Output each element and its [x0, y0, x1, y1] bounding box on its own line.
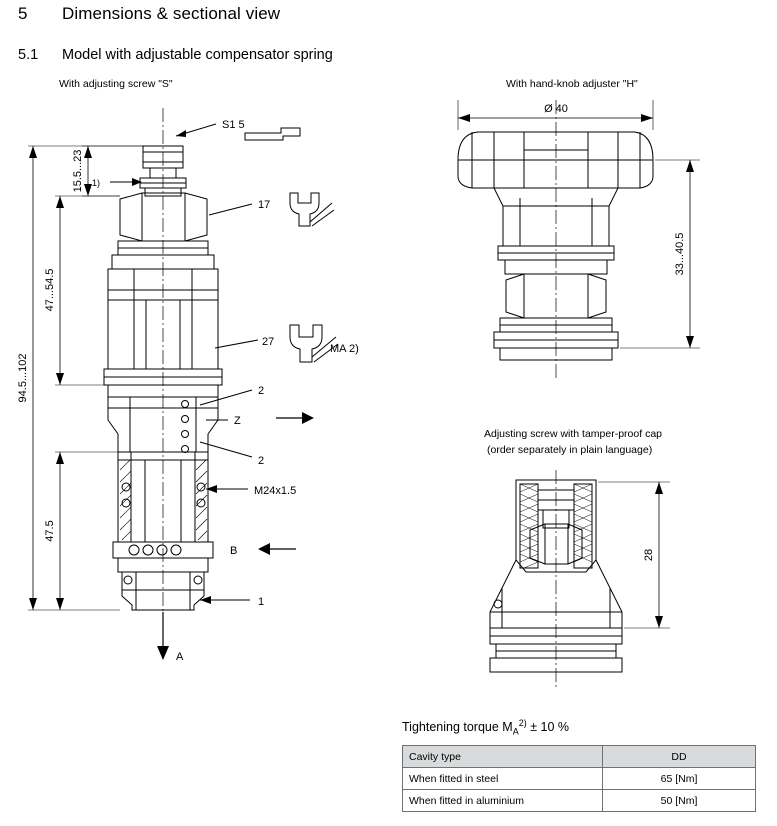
leader-wrench-17: [209, 204, 252, 215]
table-header-dd: DD: [603, 746, 756, 768]
label-note-1: 1): [92, 178, 101, 188]
hand-knob: [458, 132, 653, 360]
label-wrench-27: 27: [262, 336, 275, 348]
leader-wrench-27: [215, 340, 258, 348]
label-cap-height: 28: [643, 548, 655, 562]
table-header-cavity-type: Cavity type: [403, 746, 603, 768]
section-number: 5: [18, 4, 28, 23]
label-section-a: A: [176, 651, 184, 663]
subsection-number: 5.1: [18, 47, 39, 63]
cell-steel-value: 65 [Nm]: [603, 768, 756, 790]
label-item-2-upper: 2: [258, 385, 265, 397]
label-knob-height: 33...40.5: [674, 232, 686, 276]
dim-line-screw: [84, 146, 92, 196]
label-hexkey: S1 5: [222, 119, 245, 131]
torque-label-suffix: ± 10 %: [526, 720, 570, 735]
arrow-section-a: [157, 612, 169, 660]
caption-right-view: With hand-knob adjuster "H": [506, 78, 638, 90]
label-section-b: B: [230, 545, 238, 557]
dim-line-lower: [56, 452, 64, 610]
cell-aluminium-value: 50 [Nm]: [603, 790, 756, 812]
torque-label-sub: A: [512, 726, 519, 737]
section-title: Dimensions & sectional view: [62, 4, 281, 23]
table-row: [403, 768, 756, 790]
caption-cap-view-line2: (order separately in plain language): [487, 444, 653, 456]
label-wrench-17: 17: [258, 199, 271, 211]
arrow-section-b: [258, 543, 296, 555]
tightening-torque-label: [402, 718, 569, 737]
leader-hexkey: [176, 124, 216, 137]
caption-left-view: With adjusting screw "S": [59, 78, 173, 90]
hex-key-icon: [245, 128, 300, 140]
dim-line-overall: [29, 146, 37, 610]
wrench-icon-17: [290, 193, 334, 226]
cell-steel-label: When fitted in steel: [403, 768, 603, 790]
cell-aluminium-label: When fitted in aluminium: [403, 790, 603, 812]
torque-table: [402, 745, 756, 812]
torque-label-sup: 2): [518, 718, 527, 728]
torque-label-prefix: Tightening torque M: [402, 720, 513, 735]
leader-note-1: [110, 178, 142, 186]
caption-cap-view-line1: Adjusting screw with tamper-proof cap: [484, 428, 662, 440]
dim-cap-height: [598, 482, 670, 628]
leader-thread: [206, 485, 248, 493]
label-item-2-lower: 2: [258, 455, 265, 467]
lock-nut-17: [120, 193, 207, 241]
label-knob-diameter: Ø 40: [544, 103, 568, 115]
subsection-title: Model with adjustable compensator spring: [62, 47, 333, 63]
table-row: [403, 790, 756, 812]
label-dim-upper: 47...54.5: [44, 268, 56, 312]
label-torque-ma: MA 2): [330, 343, 359, 355]
label-item-1: 1: [258, 596, 265, 608]
label-section-z: Z: [234, 415, 241, 427]
table-header-row: [403, 746, 756, 768]
dim-line-upper: [56, 196, 64, 385]
leader-item-1: [200, 596, 250, 604]
label-thread: M24x1.5: [254, 485, 297, 497]
label-dim-overall: 94.5...102: [17, 353, 29, 403]
label-dim-lower: 47.5: [44, 520, 56, 542]
arrow-section-z: [276, 412, 314, 424]
label-dim-screw: 15.5...23: [72, 149, 84, 193]
